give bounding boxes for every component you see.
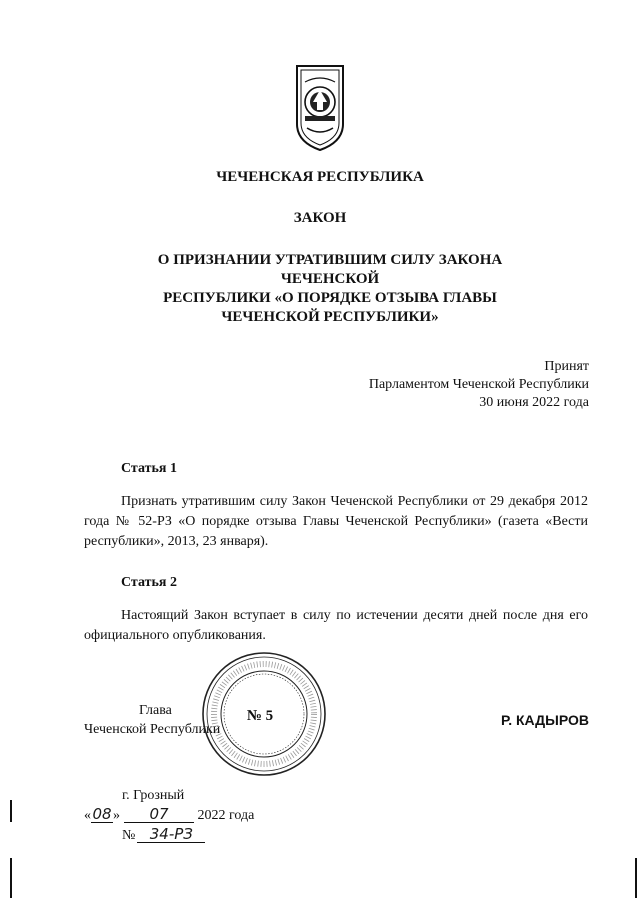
date-close-quote: » (113, 808, 120, 823)
seal-number: № 5 (246, 708, 274, 724)
date-month-handwritten: 07 (124, 806, 194, 823)
article-2-text: Настоящий Закон вступает в силу по истечении десяти дней после дня его официального опубликования. (84, 608, 588, 643)
signing-city: г. Грозный (122, 788, 185, 803)
law-title (120, 251, 540, 327)
signatory-position-line: Чеченской Республики (84, 722, 221, 737)
article-2-heading: Статья 2 (121, 575, 177, 590)
law-number-handwritten: 34-РЗ (137, 826, 205, 843)
signing-details (84, 786, 254, 846)
republic-heading: ЧЕЧЕНСКАЯ РЕСПУБЛИКА (216, 169, 424, 185)
margin-mark (10, 858, 12, 898)
margin-mark (635, 858, 637, 898)
margin-mark (10, 800, 12, 822)
signing-date (84, 806, 254, 826)
law-number (84, 826, 254, 846)
document-type: ЗАКОН (293, 210, 347, 226)
adoption-block (369, 358, 589, 412)
official-seal-icon (200, 650, 328, 778)
article-1-heading: Статья 1 (121, 461, 177, 476)
date-year: 2022 года (197, 808, 255, 823)
law-title-line: О ПРИЗНАНИИ УТРАТИВШИМ СИЛУ ЗАКОНА ЧЕЧЕНСКОЙ (157, 252, 503, 287)
coat-of-arms-icon (293, 62, 347, 154)
adoption-line: Принят (544, 359, 589, 374)
adoption-date: 30 июня 2022 года (479, 395, 589, 410)
signatory-name: Р. КАДЫРОВ (500, 712, 589, 728)
adoption-line: Парламентом Чеченской Республики (368, 377, 589, 392)
date-open-quote: « (84, 808, 91, 823)
law-number-prefix: № (122, 828, 136, 843)
signatory-position-line: Глава (139, 703, 172, 718)
law-title-line: ЧЕЧЕНСКОЙ РЕСПУБЛИКИ» (221, 309, 439, 325)
date-day-handwritten: 08 (92, 805, 112, 823)
law-title-line: РЕСПУБЛИКИ «О ПОРЯДКЕ ОТЗЫВА ГЛАВЫ (163, 290, 497, 306)
article-1-text: Признать утратившим силу Закон Чеченской Республики от 29 декабря 2012 года № 52-РЗ «О порядке отзыва Главы Чеченской Республики» (газета «Вести республики», 2013, 23 января). (84, 494, 588, 549)
